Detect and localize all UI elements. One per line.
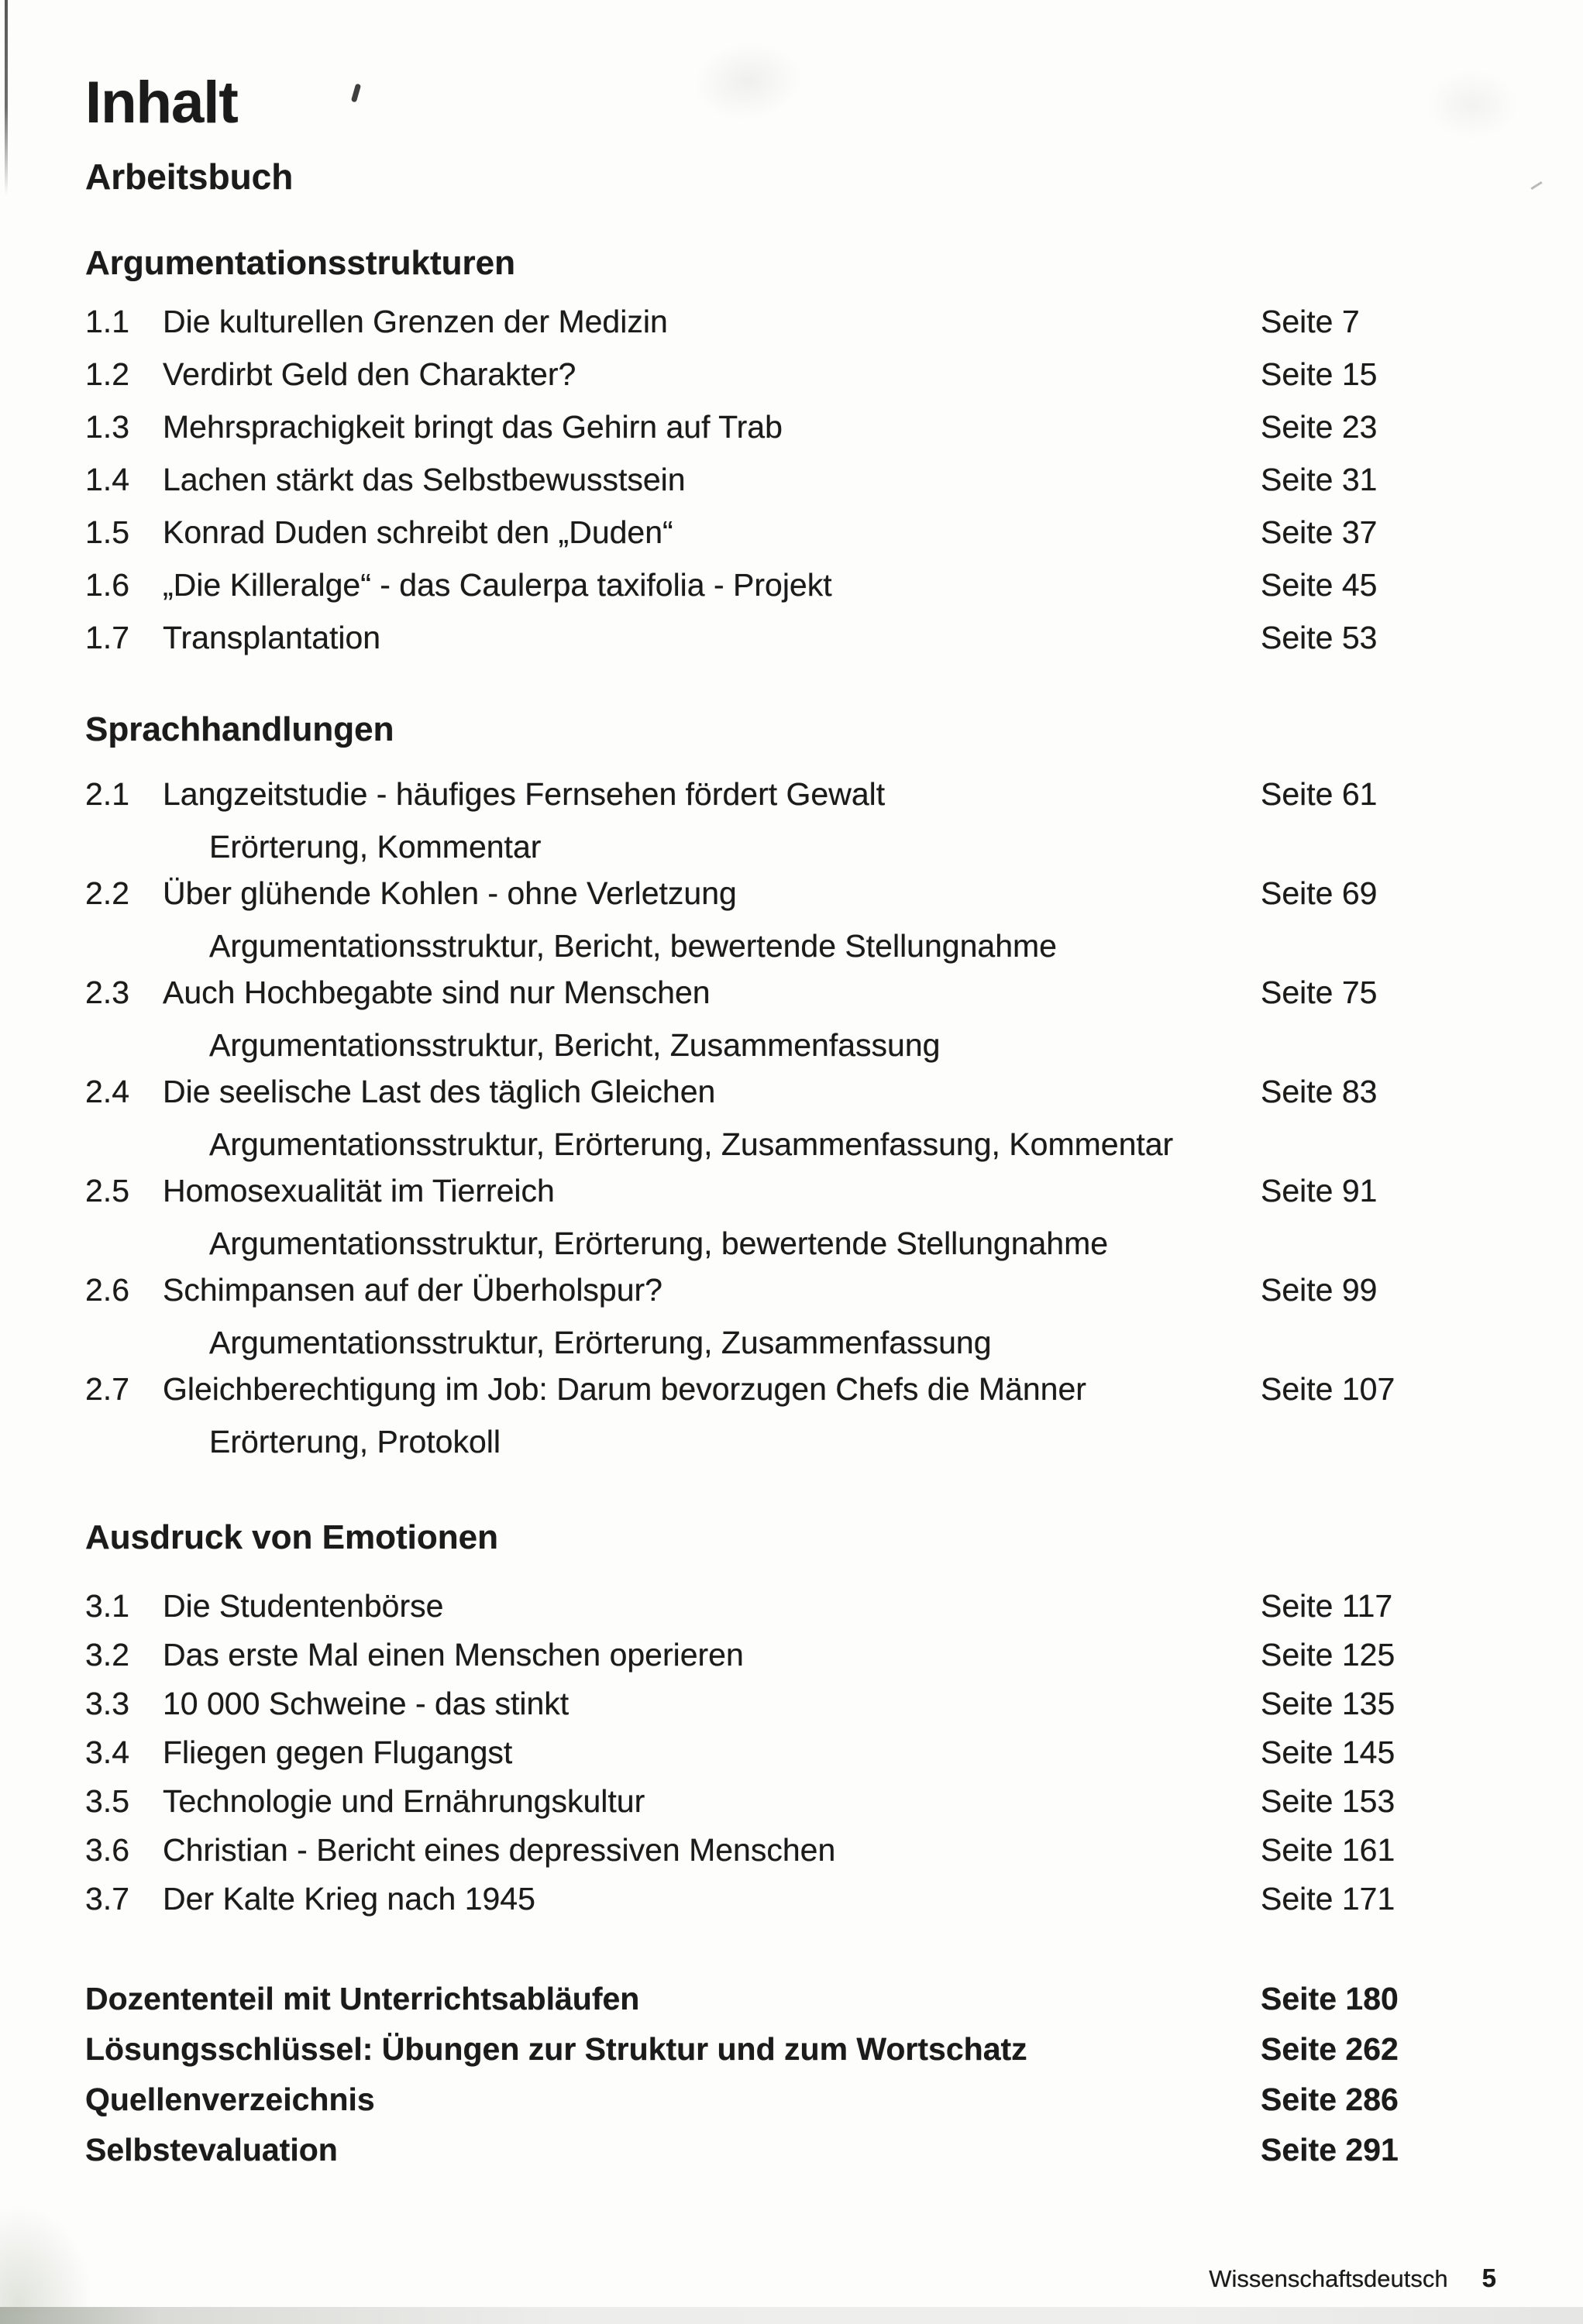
toc-entry xyxy=(85,1175,1521,1207)
toc-entry xyxy=(85,1688,1521,1720)
toc-entry-number: 1.5 xyxy=(85,514,129,550)
toc-content xyxy=(85,70,1521,2185)
toc-entry-title: 10 000 Schweine - das stinkt xyxy=(163,1686,570,1721)
toc-entry-title: Konrad Duden schreibt den „Duden“ xyxy=(163,514,673,550)
toc-entry-page: Seite 171 xyxy=(1261,1881,1395,1917)
toc-entry-page: Seite 125 xyxy=(1261,1637,1395,1673)
back-matter-page: Seite 180 xyxy=(1261,1981,1399,2016)
toc-entry xyxy=(85,875,1521,911)
toc-entry-number: 2.2 xyxy=(85,875,129,911)
toc-entry xyxy=(85,411,1521,443)
toc-entry-main xyxy=(85,1639,1261,1671)
toc-entry-subtitle-row xyxy=(85,1126,1521,1162)
toc-entry-page: Seite 75 xyxy=(1261,975,1378,1010)
toc-entry-title: Die Studentenbörse xyxy=(163,1588,444,1624)
scan-artifact-smudge xyxy=(0,2205,93,2313)
toc-entry-subtitle-row xyxy=(85,831,1521,863)
footer-book-title: Wissenschaftsdeutsch xyxy=(1209,2265,1448,2292)
toc-entry xyxy=(85,569,1521,601)
back-matter-entry xyxy=(85,2084,1521,2116)
toc-entry-main xyxy=(85,1373,1261,1405)
toc-entry-number: 3.6 xyxy=(85,1832,129,1868)
toc-entry-page: Seite 45 xyxy=(1261,567,1378,603)
toc-entry-title: „Die Killeralge“ - das Caulerpa taxifolia - Projekt xyxy=(163,567,832,603)
toc-entry-title: Langzeitstudie - häufiges Fernsehen fördert Gewalt xyxy=(163,776,886,812)
section-heading-argumentationsstrukturen: Argumentationsstrukturen xyxy=(85,244,515,282)
toc-entry-page: Seite 83 xyxy=(1261,1074,1378,1109)
toc-entry-page: Seite 99 xyxy=(1261,1272,1378,1308)
toc-entry-main xyxy=(85,875,1261,911)
toc-entry-number: 1.3 xyxy=(85,409,129,445)
toc-entry-page: Seite 69 xyxy=(1261,875,1378,911)
toc-entry-main xyxy=(85,411,1261,443)
toc-entry-number: 3.5 xyxy=(85,1783,129,1819)
toc-entry xyxy=(85,464,1521,496)
toc-entry-page: Seite 23 xyxy=(1261,409,1378,445)
toc-entry-main xyxy=(85,1688,1261,1720)
toc-entry xyxy=(85,514,1521,550)
toc-entry-main xyxy=(85,776,1261,812)
toc-entry-title: Christian - Bericht eines depressiven Menschen xyxy=(163,1832,836,1868)
toc-entry xyxy=(85,1783,1521,1819)
toc-entry-number: 3.4 xyxy=(85,1734,129,1770)
toc-entry-page: Seite 53 xyxy=(1261,620,1378,655)
toc-entry-title: Lachen stärkt das Selbstbewusstsein xyxy=(163,462,686,497)
scan-artifact-tick xyxy=(1530,181,1542,190)
toc-entry xyxy=(85,1373,1521,1405)
toc-entry xyxy=(85,1883,1521,1915)
scan-artifact-bottom-band xyxy=(0,2307,1583,2324)
toc-entry-main xyxy=(85,1734,1261,1770)
back-matter-entry xyxy=(85,2033,1521,2065)
toc-entry-main xyxy=(85,1175,1261,1207)
toc-entry-subtitle: Argumentationsstruktur, Erörterung, bewertende Stellungnahme xyxy=(209,1226,1109,1261)
toc-entry xyxy=(85,1639,1521,1671)
toc-entry-subtitle: Argumentationsstruktur, Bericht, Zusammenfassung xyxy=(209,1027,941,1063)
toc-entry-main xyxy=(85,1590,1261,1622)
toc-entry-page: Seite 161 xyxy=(1261,1832,1395,1868)
toc-entry-page: Seite 145 xyxy=(1261,1734,1395,1770)
back-matter-page: Seite 286 xyxy=(1261,2082,1399,2117)
section-heading-sprachhandlungen: Sprachhandlungen xyxy=(85,710,394,748)
toc-entry-title: Gleichberechtigung im Job: Darum bevorzugen Chefs die Männer xyxy=(163,1371,1086,1407)
toc-entry-page: Seite 91 xyxy=(1261,1173,1378,1208)
toc-entry xyxy=(85,1734,1521,1770)
toc-section-2 xyxy=(85,776,1521,1459)
toc-entry-number: 3.1 xyxy=(85,1588,129,1624)
back-matter-list xyxy=(85,1983,1521,2166)
back-matter-entry xyxy=(85,1983,1521,2015)
toc-entry-subtitle-row xyxy=(85,930,1521,962)
toc-entry-number: 3.2 xyxy=(85,1637,129,1673)
toc-entry-subtitle-row xyxy=(85,1027,1521,1063)
toc-entry-title: Homosexualität im Tierreich xyxy=(163,1173,555,1208)
toc-entry-page: Seite 107 xyxy=(1261,1371,1395,1407)
toc-entry-title: Der Kalte Krieg nach 1945 xyxy=(163,1881,535,1917)
toc-entry-main xyxy=(85,977,1261,1009)
toc-entry-page: Seite 7 xyxy=(1261,304,1360,339)
toc-entry-title: Transplantation xyxy=(163,620,381,655)
toc-entry-subtitle: Argumentationsstruktur, Bericht, bewertende Stellungnahme xyxy=(209,928,1057,964)
toc-entry xyxy=(85,1274,1521,1306)
toc-entry-main xyxy=(85,1274,1261,1306)
toc-entry-number: 1.4 xyxy=(85,462,129,497)
toc-entry-page: Seite 37 xyxy=(1261,514,1378,550)
toc-entry-main xyxy=(85,306,1261,338)
toc-entry-main xyxy=(85,1076,1261,1108)
toc-section-3 xyxy=(85,1590,1521,1915)
toc-entry-number: 2.6 xyxy=(85,1272,129,1308)
toc-entry-page: Seite 153 xyxy=(1261,1783,1395,1819)
book-subtitle: Arbeitsbuch xyxy=(85,156,294,197)
back-matter-page: Seite 262 xyxy=(1261,2031,1399,2067)
toc-entry-page: Seite 61 xyxy=(1261,776,1378,812)
toc-entry-main xyxy=(85,356,1261,392)
toc-entry xyxy=(85,1834,1521,1866)
toc-entry xyxy=(85,306,1521,338)
toc-entry xyxy=(85,356,1521,392)
toc-entry-title: Die kulturellen Grenzen der Medizin xyxy=(163,304,668,339)
toc-entry-number: 2.5 xyxy=(85,1173,129,1208)
toc-entry xyxy=(85,776,1521,812)
page-footer xyxy=(1209,2264,1496,2293)
toc-entry-number: 2.7 xyxy=(85,1371,129,1407)
toc-entry xyxy=(85,1076,1521,1108)
toc-entry-title: Verdirbt Geld den Charakter? xyxy=(163,356,576,392)
toc-entry-title: Auch Hochbegabte sind nur Menschen xyxy=(163,975,711,1010)
toc-entry-subtitle-row xyxy=(85,1228,1521,1260)
toc-entry-title: Schimpansen auf der Überholspur? xyxy=(163,1272,662,1308)
toc-entry-title: Fliegen gegen Flugangst xyxy=(163,1734,513,1770)
toc-entry-number: 2.4 xyxy=(85,1074,129,1109)
toc-entry-main xyxy=(85,464,1261,496)
toc-entry-main xyxy=(85,1834,1261,1866)
toc-entry-subtitle: Erörterung, Protokoll xyxy=(209,1424,501,1459)
page-title: Inhalt xyxy=(85,70,238,136)
toc-entry-number: 3.7 xyxy=(85,1881,129,1917)
toc-entry-page: Seite 135 xyxy=(1261,1686,1395,1721)
back-matter-page: Seite 291 xyxy=(1261,2132,1399,2168)
toc-entry-title: Technologie und Ernährungskultur xyxy=(163,1783,645,1819)
toc-entry-number: 3.3 xyxy=(85,1686,129,1721)
toc-entry-main xyxy=(85,1783,1261,1819)
toc-entry xyxy=(85,622,1521,654)
toc-entry-subtitle-row xyxy=(85,1327,1521,1359)
back-matter-title: Selbstevaluation xyxy=(85,2132,338,2168)
toc-entry-subtitle: Erörterung, Kommentar xyxy=(209,829,542,865)
toc-entry-subtitle: Argumentationsstruktur, Erörterung, Zusammenfassung, Kommentar xyxy=(209,1126,1174,1162)
back-matter-title: Lösungsschlüssel: Übungen zur Struktur und zum Wortschatz xyxy=(85,2031,1027,2067)
toc-entry-main xyxy=(85,622,1261,654)
toc-entry-title: Die seelische Last des täglich Gleichen xyxy=(163,1074,716,1109)
footer-page-number: 5 xyxy=(1481,2264,1496,2292)
toc-entry-page: Seite 31 xyxy=(1261,462,1378,497)
toc-entry-main xyxy=(85,1883,1261,1915)
toc-section-1 xyxy=(85,306,1521,654)
toc-entry-title: Mehrsprachigkeit bringt das Gehirn auf Trab xyxy=(163,409,783,445)
toc-entry-main xyxy=(85,569,1261,601)
toc-entry xyxy=(85,1590,1521,1622)
back-matter-entry xyxy=(85,2134,1521,2166)
toc-entry-number: 1.7 xyxy=(85,620,129,655)
toc-entry xyxy=(85,977,1521,1009)
toc-entry-subtitle-row xyxy=(85,1426,1521,1458)
toc-entry-number: 2.1 xyxy=(85,776,129,812)
section-heading-ausdruck-von-emotionen: Ausdruck von Emotionen xyxy=(85,1518,498,1556)
toc-entry-number: 1.2 xyxy=(85,356,129,392)
back-matter-title: Quellenverzeichnis xyxy=(85,2082,375,2117)
toc-entry-number: 1.6 xyxy=(85,567,129,603)
toc-entry-title: Das erste Mal einen Menschen operieren xyxy=(163,1637,744,1673)
scan-artifact-left-edge-line xyxy=(5,0,8,195)
back-matter-title: Dozententeil mit Unterrichtsabläufen xyxy=(85,1981,640,2016)
toc-entry-title: Über glühende Kohlen - ohne Verletzung xyxy=(163,875,737,911)
toc-entry-page: Seite 117 xyxy=(1261,1588,1393,1624)
toc-entry-page: Seite 15 xyxy=(1261,356,1378,392)
toc-entry-subtitle: Argumentationsstruktur, Erörterung, Zusammenfassung xyxy=(209,1325,992,1360)
toc-entry-number: 1.1 xyxy=(85,304,129,339)
toc-entry-number: 2.3 xyxy=(85,975,129,1010)
toc-entry-main xyxy=(85,514,1261,550)
